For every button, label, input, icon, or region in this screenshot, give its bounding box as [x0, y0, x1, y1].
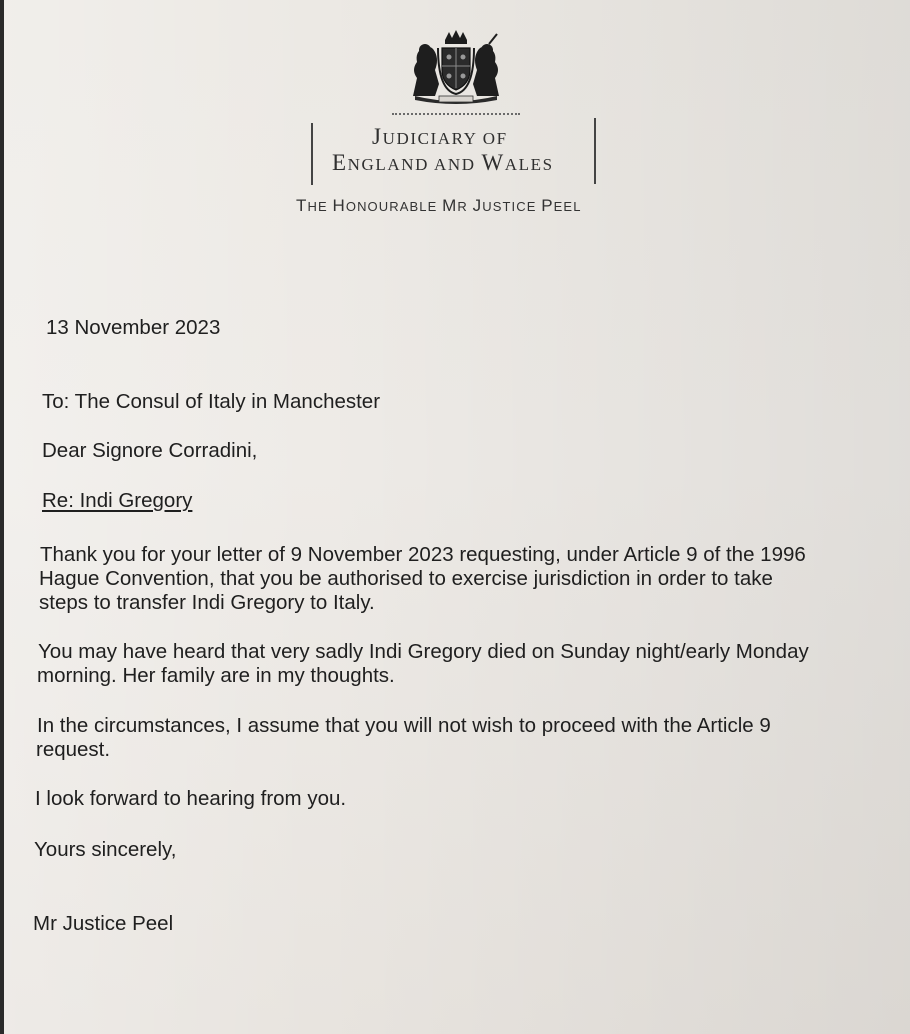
paragraph-3-line-1: In the circumstances, I assume that you will not wish to proceed with the Article 9 — [37, 714, 771, 737]
paragraph-2-line-1: You may have heard that very sadly Indi Gregory died on Sunday night/early Monday — [38, 640, 809, 663]
organisation-name-line1: JUDICIARY OF — [372, 124, 508, 149]
office-title: THE HONOURABLE MR JUSTICE PEEL — [296, 196, 582, 215]
closing: Yours sincerely, — [34, 838, 177, 861]
paragraph-4: I look forward to hearing from you. — [35, 787, 347, 810]
page-edge-shadow — [0, 0, 4, 1034]
letterhead-right-rule — [594, 118, 596, 184]
paragraph-1-line-3: steps to transfer Indi Gregory to Italy. — [39, 591, 375, 614]
organisation-name-line2: ENGLAND AND WALES — [332, 150, 554, 175]
paragraph-2-line-2: morning. Her family are in my thoughts. — [37, 664, 395, 687]
paragraph-1-line-2: Hague Convention, that you be authorised to exercise jurisdiction in order to take — [39, 567, 773, 590]
letter-date: 13 November 2023 — [46, 316, 221, 339]
signatory-name: Mr Justice Peel — [33, 912, 174, 935]
paragraph-1-line-1: Thank you for your letter of 9 November 2023 requesting, under Article 9 of the 1996 — [40, 543, 806, 566]
recipient-line: To: The Consul of Italy in Manchester — [42, 390, 381, 413]
letterhead-dotted-rule — [392, 113, 520, 115]
royal-coat-of-arms-icon — [405, 26, 507, 106]
paragraph-3-line-2: request. — [36, 738, 111, 761]
salutation: Dear Signore Corradini, — [42, 439, 258, 462]
letterhead-left-rule — [311, 123, 313, 185]
subject-line: Re: Indi Gregory — [42, 489, 193, 512]
